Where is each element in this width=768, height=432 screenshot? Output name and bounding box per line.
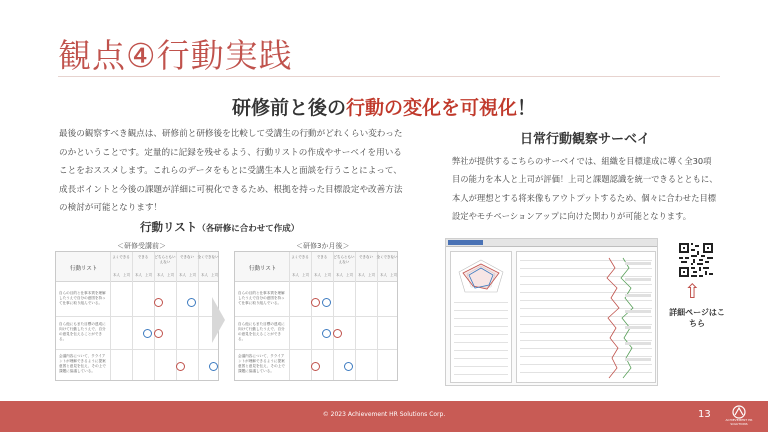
self-rating-mark — [333, 329, 342, 338]
qr-code-icon[interactable] — [679, 243, 713, 277]
self-rating-mark — [154, 298, 163, 307]
sub-col-boss: 上司 — [145, 273, 152, 277]
progress-arrow — [212, 297, 225, 343]
scale-label: できる — [137, 255, 149, 259]
boss-rating-mark — [187, 298, 196, 307]
scale-label: よくできる — [112, 255, 130, 259]
boss-rating-mark — [209, 362, 218, 371]
sub-col-boss: 上司 — [368, 273, 375, 277]
sub-col-boss: 上司 — [211, 273, 218, 277]
page-number: 13 — [698, 409, 711, 420]
scale-label: どちらともいえない — [154, 255, 176, 264]
headline-post: ！ — [517, 97, 537, 119]
headline-highlight: 行動の変化を可視化 — [345, 97, 517, 119]
boss-rating-mark — [344, 362, 353, 371]
scale-label: 全くできない — [376, 255, 398, 259]
sub-col-self: 本人 — [113, 273, 120, 277]
table-row: 自らの目的と仕事本質を理解したうえで自分の意図を持って仕事に取り組んでいる。 — [59, 291, 106, 305]
sub-col-self: 本人 — [157, 273, 164, 277]
sub-col-boss: 上司 — [390, 273, 397, 277]
slide-title: 観点④行動実践 — [58, 36, 293, 75]
action-list-title-sub: （各研修に合わせて作成） — [197, 224, 300, 234]
sub-col-boss: 上司 — [302, 273, 309, 277]
copyright-text: © 2023 Achievement HR Solutions Corp. — [322, 411, 446, 418]
sub-col-self: 本人 — [336, 273, 343, 277]
self-rating-mark — [176, 362, 185, 371]
sub-col-boss: 上司 — [324, 273, 331, 277]
scale-label: できない — [180, 255, 194, 259]
scale-label: よくできる — [291, 255, 309, 259]
footer-bar — [0, 401, 768, 432]
survey-items-panel — [516, 251, 656, 383]
headline-pre: 研修前と後の — [231, 97, 346, 119]
survey-trend-lines — [599, 254, 639, 382]
radar-chart-icon — [451, 256, 511, 296]
survey-header-bar — [446, 239, 657, 247]
boss-rating-mark — [143, 329, 152, 338]
table-after-label: ＜研修3か月後＞ — [296, 242, 350, 250]
scale-label: 全くできない — [197, 255, 219, 259]
sub-col-self: 本人 — [380, 273, 387, 277]
self-rating-mark — [311, 298, 320, 307]
survey-radar-panel — [450, 251, 512, 383]
intro-paragraph: 最後の観察すべき観点は、研修前と研修後を比較して受講生の行動がどれくらい変わったのかということです。定量的に記録を残せるよう、行動リストの作成やサーベイを用いることをおススメします。これらのデータをもとに受講生本人と面談を行うことによって、成長ポイントと今後の課題が詳細に可視化できるため、根拠を持った目標設定や改善方法の検討が可能となります！ — [59, 129, 403, 213]
table-row: 自ら他にもまた目標の達成に向けて行動したうえで、自分の意見を伝えることができる。 — [59, 322, 106, 341]
details-link-label[interactable]: 詳細ページはこちら — [669, 308, 725, 328]
sub-col-self: 本人 — [358, 273, 365, 277]
table-row: 自ら他にもまた目標の達成に向けて行動したうえで、自分の意見を伝えることができる。 — [238, 322, 285, 341]
table-row: 会議内容について、クライアントが理解できるように提案意図と意見を伝え、その上で課題に協議している。 — [59, 354, 106, 373]
sub-col-self: 本人 — [314, 273, 321, 277]
sub-col-boss: 上司 — [123, 273, 130, 277]
scale-label: どちらともいえない — [333, 255, 355, 264]
boss-rating-mark — [322, 298, 331, 307]
survey-sample-image — [445, 238, 658, 386]
sub-col-boss: 上司 — [167, 273, 174, 277]
table-row-header: 行動リスト — [249, 266, 277, 272]
headline — [0, 93, 768, 120]
company-logo — [724, 405, 754, 429]
action-list-title-main: 行動リスト — [140, 220, 198, 234]
action-list-title — [140, 219, 299, 235]
sub-col-boss: 上司 — [346, 273, 353, 277]
table-before-label: ＜研修受講前＞ — [117, 242, 166, 250]
logo-text: ACHIEVEMENT HR SOLUTIONS — [725, 418, 753, 426]
sub-col-self: 本人 — [179, 273, 186, 277]
boss-rating-mark — [322, 329, 331, 338]
table-row: 自らの目的と仕事本質を理解したうえで自分の意図を持って仕事に取り組んでいる。 — [238, 291, 285, 305]
action-table-after — [234, 251, 398, 381]
self-rating-mark — [311, 362, 320, 371]
table-row-header: 行動リスト — [70, 266, 98, 272]
table-row: 会議内容について、クライアントが理解できるように提案意図と意見を伝え、その上で課題に協議している。 — [238, 354, 285, 373]
action-table-before — [55, 251, 219, 381]
survey-description: 弊社が提供するこちらのサーベイでは、組織を目標達成に導く全30項目の能力を本人と上司が評価！上司と課題認識を統一できるとともに、本人が理想とする将来像もアウトプットするため、個々に合わせた目標設定やモチベーションアップに向けた関わりが可能となります。 — [452, 156, 718, 221]
survey-heading: 日常行動観察サーベイ — [519, 132, 650, 147]
scale-label: できない — [359, 255, 373, 259]
scale-label: できる — [316, 255, 328, 259]
arrow-up-icon: ⇧ — [684, 279, 701, 303]
sub-col-boss: 上司 — [189, 273, 196, 277]
sub-col-self: 本人 — [135, 273, 142, 277]
title-divider — [58, 76, 720, 77]
logo-mark-icon — [732, 405, 746, 419]
sub-col-self: 本人 — [292, 273, 299, 277]
sub-col-self: 本人 — [201, 273, 208, 277]
self-rating-mark — [154, 329, 163, 338]
